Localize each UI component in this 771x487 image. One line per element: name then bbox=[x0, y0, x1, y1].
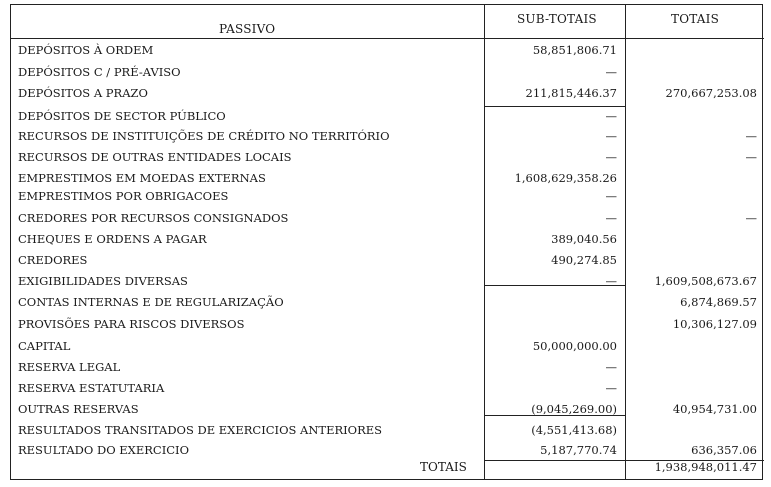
row-subtotal: — bbox=[605, 211, 617, 225]
row-label: RESERVA LEGAL bbox=[18, 360, 121, 374]
row-total: 40,954,731.00 bbox=[672, 402, 757, 416]
row-total: 270,667,253.08 bbox=[665, 86, 757, 100]
table-row bbox=[10, 62, 763, 82]
table-row bbox=[10, 208, 763, 228]
row-label: DEPÓSITOS C / PRÉ-AVISO bbox=[18, 65, 181, 79]
row-total: 1,609,508,673.67 bbox=[654, 274, 757, 288]
row-subtotal: (4,551,413.68) bbox=[531, 423, 617, 437]
row-subtotal: — bbox=[605, 189, 617, 203]
row-subtotal: — bbox=[605, 150, 617, 164]
table-row bbox=[10, 40, 763, 60]
row-subtotal: — bbox=[605, 381, 617, 395]
row-subtotal: 389,040.56 bbox=[551, 232, 617, 246]
row-subtotal: 490,274.85 bbox=[551, 253, 617, 267]
row-label: CAPITAL bbox=[18, 339, 71, 353]
row-label: DEPÓSITOS A PRAZO bbox=[18, 86, 148, 100]
row-label: RESULTADOS TRANSITADOS DE EXERCICIOS ANTERIORES bbox=[18, 423, 383, 437]
row-total: 6,874,869.57 bbox=[680, 295, 757, 309]
row-label: EXIGIBILIDADES DIVERSAS bbox=[18, 274, 188, 288]
table-row bbox=[10, 336, 763, 356]
table-row bbox=[10, 106, 763, 126]
row-label: CREDORES POR RECURSOS CONSIGNADOS bbox=[18, 211, 289, 225]
row-total: 636,357.06 bbox=[691, 443, 757, 457]
row-label: RECURSOS DE OUTRAS ENTIDADES LOCAIS bbox=[18, 150, 292, 164]
row-total: — bbox=[745, 211, 757, 225]
row-label: RECURSOS DE INSTITUIÇÕES DE CRÉDITO NO TERRITÓRIO bbox=[18, 129, 390, 143]
table-row bbox=[10, 168, 763, 188]
row-subtotal: — bbox=[605, 65, 617, 79]
row-label: RESULTADO DO EXERCICIO bbox=[18, 443, 190, 457]
row-label: EMPRESTIMOS POR OBRIGACOES bbox=[18, 189, 229, 203]
row-label: DEPÓSITOS DE SECTOR PÚBLICO bbox=[18, 109, 226, 123]
row-subtotal: 50,000,000.00 bbox=[532, 339, 617, 353]
row-subtotal: 1,608,629,358.26 bbox=[514, 171, 617, 185]
table-row bbox=[10, 420, 763, 440]
header-divider bbox=[11, 38, 764, 39]
header-subtotais: SUB-TOTAIS bbox=[517, 12, 597, 26]
table-row bbox=[10, 147, 763, 167]
table-row bbox=[10, 357, 763, 377]
row-subtotal: (9,045,269.00) bbox=[531, 402, 617, 416]
row-label: OUTRAS RESERVAS bbox=[18, 402, 139, 416]
row-label: RESERVA ESTATUTARIA bbox=[18, 381, 165, 395]
header-totais: TOTAIS bbox=[671, 12, 720, 26]
grand-total: 1,938,948,011.47 bbox=[654, 460, 757, 474]
row-label: DEPÓSITOS À ORDEM bbox=[18, 43, 154, 57]
row-subtotal: — bbox=[605, 274, 617, 288]
table-row bbox=[10, 271, 763, 291]
table-row bbox=[10, 250, 763, 270]
row-label: CHEQUES E ORDENS A PAGAR bbox=[18, 232, 207, 246]
row-label: CONTAS INTERNAS E DE REGULARIZAÇÃO bbox=[18, 295, 284, 309]
table-row bbox=[10, 440, 763, 460]
table-row bbox=[10, 292, 763, 312]
row-total: 10,306,127.09 bbox=[672, 317, 757, 331]
row-subtotal: 211,815,446.37 bbox=[525, 86, 617, 100]
row-label: EMPRESTIMOS EM MOEDAS EXTERNAS bbox=[18, 171, 266, 185]
row-subtotal: — bbox=[605, 360, 617, 374]
table-row bbox=[10, 378, 763, 398]
row-label: PROVISÕES PARA RISCOS DIVERSOS bbox=[18, 317, 245, 331]
table-row bbox=[10, 186, 763, 206]
row-subtotal: — bbox=[605, 129, 617, 143]
table-row bbox=[10, 83, 763, 103]
totals-label: TOTAIS bbox=[420, 460, 467, 474]
header-passivo: PASSIVO bbox=[219, 22, 276, 36]
table-row bbox=[10, 229, 763, 249]
row-subtotal: 58,851,806.71 bbox=[532, 43, 617, 57]
row-subtotal: 5,187,770.74 bbox=[540, 443, 617, 457]
table-row bbox=[10, 314, 763, 334]
table-row bbox=[10, 126, 763, 146]
row-subtotal: — bbox=[605, 109, 617, 123]
row-label: CREDORES bbox=[18, 253, 88, 267]
table-row bbox=[10, 399, 763, 419]
row-total: — bbox=[745, 150, 757, 164]
row-total: — bbox=[745, 129, 757, 143]
